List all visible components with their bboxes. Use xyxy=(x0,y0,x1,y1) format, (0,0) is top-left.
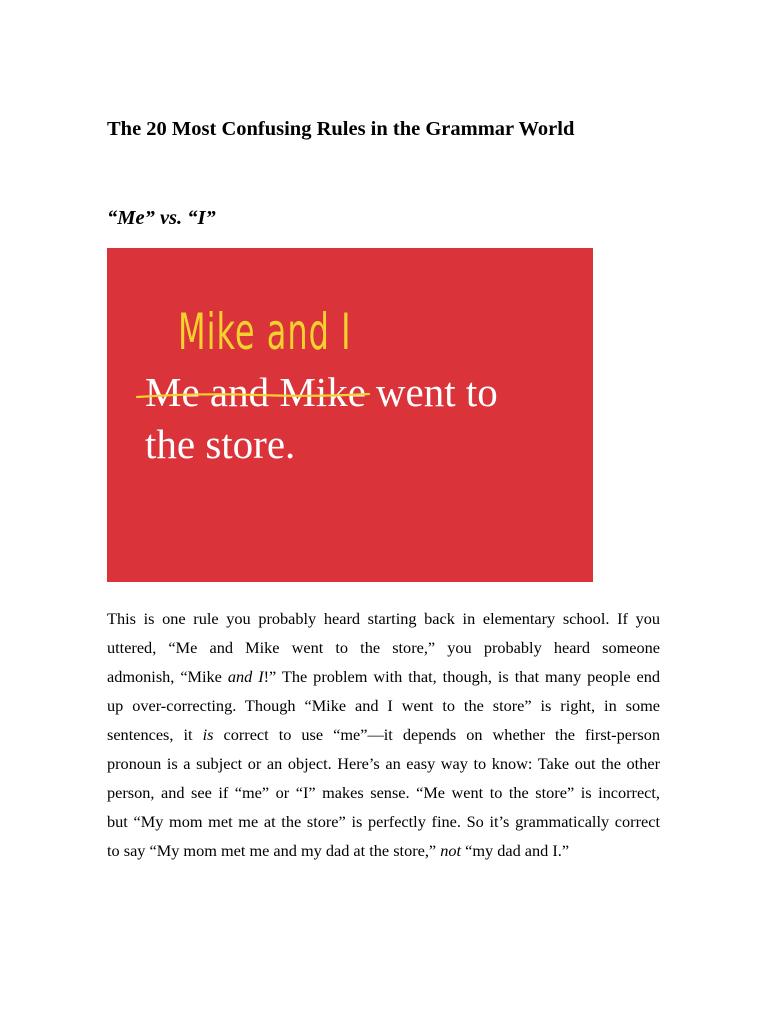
paragraph-text: to say “My mom met me and my dad at the store,” xyxy=(107,841,441,860)
emphasis-text: not xyxy=(440,841,462,860)
paragraph-text: person, and see if “me” or “I” makes sense. “Me went to the store” is incorrect, xyxy=(107,783,660,802)
paragraph-text: This is one rule you probably heard starting back in elementary school. If you xyxy=(107,609,660,628)
paragraph-line xyxy=(107,604,660,633)
paragraph-line xyxy=(107,807,660,836)
paragraph-line xyxy=(107,633,660,662)
paragraph-line xyxy=(107,691,660,720)
paragraph-line xyxy=(107,662,660,691)
strikethrough-stroke xyxy=(137,394,369,397)
figure-image xyxy=(107,248,593,582)
handwritten-correction: Mike and I xyxy=(178,302,352,362)
figure-text-line-2: the store. xyxy=(145,421,296,467)
struck-text: Me and Mike xyxy=(145,369,366,415)
paragraph-text: uttered, “Me and Mike went to the store,” you probably heard someone xyxy=(107,638,660,657)
paragraph-text: but “My mom met me at the store” is perfectly fine. So it’s grammatically correct xyxy=(107,812,660,831)
emphasis-text: is xyxy=(202,725,214,744)
strikethrough-line xyxy=(107,248,593,582)
paragraph-line xyxy=(107,720,660,749)
document-title: The 20 Most Confusing Rules in the Grammar World xyxy=(107,118,575,140)
section-heading: “Me” vs. “I” xyxy=(107,207,216,229)
paragraph-text: up over-correcting. Though “Mike and I went to the store” is right, in some xyxy=(107,696,660,715)
figure-text-went-to: went to xyxy=(375,369,498,415)
paragraph-line xyxy=(107,836,660,865)
paragraph-text: sentences, it xyxy=(107,725,203,744)
paragraph-line xyxy=(107,778,660,807)
paragraph-text: correct to use “me”—it depends on whether the first-person xyxy=(213,725,661,744)
body-paragraph xyxy=(107,604,660,865)
paragraph-text: pronoun is a subject or an object. Here’s an easy way to know: Take out the other xyxy=(107,754,660,773)
paragraph-text: !” The problem with that, though, is that many people end xyxy=(263,667,660,686)
paragraph-text: “my dad and I.” xyxy=(461,841,570,860)
emphasis-text: and I xyxy=(227,667,264,686)
paragraph-text: admonish, “Mike xyxy=(107,667,228,686)
paragraph-line xyxy=(107,749,660,778)
